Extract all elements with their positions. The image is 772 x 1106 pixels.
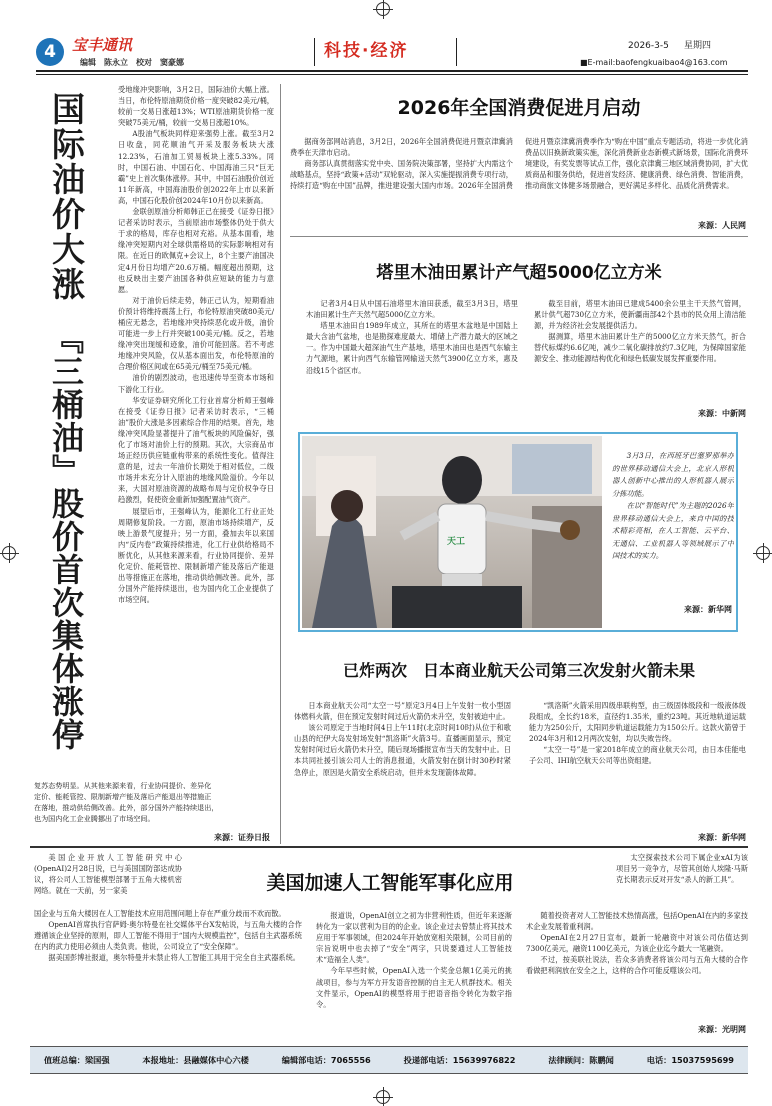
paragraph: 塔里木油田自1989年成立，其所在的塔里木盆地是中国陆上最大含油气盆地，也是勘探难度最大、增储上产潜力最大的区域之一。作为中国最大超深油气生产基地，塔里木油田也是西气东输主力气源地，累计向西气东输管网输送天然气3900亿立方米，惠及沿线15个省区市。 [306, 321, 518, 375]
robot-label: 天工 [447, 537, 466, 547]
paragraph: OpenAI首席执行官萨姆·奥尔特曼在社交媒体平台X发帖说，与五角大楼的合作遵循该企业坚持的原则，即人工智能不得用于“国内大规模监控”，包括自主武器系统在内的武力使用必须由人类负责。他说，公司设立了“安全保障”。 [34, 920, 302, 952]
ai-mid-body [316, 910, 512, 1036]
ai-title: 美国加速人工智能军事化应用 [266, 872, 514, 894]
email: ■E-mail:baofengkuaibao4@163.com [580, 58, 728, 67]
paragraph: 商务部认真贯彻落实党中央、国务院决策部署，坚持扩大内需这个战略基点，坚持“政策+活动”双轮驱动，深入实施提振消费专项行动，持续打造“购在中国”品牌，推进建设强大国内市场。2026年全国消费促进月暨京津冀消费季作为“购在中国”重点专题活动，将进一步优化消费品以旧换新政策实施，深化消费新业态新模式新场景，国际化消费环境建设，有奖发票等试点工作，强化京津冀三地区域消费协同，扩大优质商品和服务供给，促进首发经济、健康消费、绿色消费、智能消费，推动商旅文体健多场景融合，更好满足多样化、品质化消费需求。 [290, 137, 748, 191]
paragraph: 记者3月4日从中国石油塔里木油田获悉，截至3月3日，塔里木油田累计生产天然气超5000亿立方米。 [306, 299, 518, 320]
section-title: 科技·经济 [324, 41, 409, 61]
column-rule [280, 84, 281, 844]
text-line: 定价、能耗管控、限制新增产能及落后产能退出等措施正 [34, 792, 212, 802]
weekday: 星期四 [684, 41, 712, 51]
ai-left-top: 美国企业开放人工智能研究中心(OpenAI)2月28日说，已与美国国防部达成协议，将公司人工智能模型部署于五角大楼机密网络。就在一天前，另一家美 [34, 853, 182, 896]
consumption-body [290, 136, 748, 220]
oil-article-body [118, 84, 274, 778]
paragraph: OpenAI在2月27日宣布，最新一轮融资中对该公司估值达到7300亿美元，融资1100亿美元，为该企业迄今最大一笔融资。 [526, 933, 748, 954]
paragraph: 据美国彭博社报道，奥尔特曼并未禁止将人工智能工具用于完全自主武器系统。 [48, 953, 300, 963]
date: 2026-3-5 [628, 41, 669, 51]
consumption-title: 2026年全国消费促进月启动 [397, 97, 641, 119]
page-number: 4 [36, 38, 64, 66]
header-rule [36, 70, 748, 72]
registration-mark [2, 546, 16, 560]
ai-source: 来源：光明网 [698, 1025, 746, 1034]
photo-source: 来源：新华网 [684, 605, 732, 614]
ai-right-top: 太空探索技术公司下属企业xAI为该项目另一竞争方，尽管其创始人埃隆·马斯克长期表示反对开发“杀人的新工具”。 [616, 853, 748, 885]
paragraph: 国企业与五角大楼因在人工智能技术应用范围问题上存在严重分歧而不欢而散。 [34, 909, 286, 918]
paragraph: 报道说，OpenAI创立之初为非营利性质，但近年来逐渐转化为一家以营利为目的的企业。该企业过去曾禁止将其技术应用于军事领域，但2024年开始放宽相关限制，公司目前的宗旨说明中也去掉了“安全”两字，只说要通过人工智能技术“造福全人类”。 [316, 911, 512, 965]
paragraph: 随着投资者对人工智能技术热情高涨，包括OpenAI在内的多家技术企业发展着重利润。 [526, 911, 748, 932]
oil-headline-2: 『三桶油』股价首次集体涨停 [47, 322, 85, 751]
photo-caption [612, 450, 734, 612]
paragraph: 不过，按美联社说法，若众多消费者将该公司与五角大楼的合作看做把利润放在安全之上，这样的合作可能反噬该公司。 [526, 955, 748, 976]
paragraph: 该公司原定于当地时间4日上午11时(北京时间10时)从位于和歌山县的纪伊大岛发射场发射“凯洛斯”火箭3号。直播画面显示，预定发射时间过后火箭仍未升空，随后现场播报宣布当天的发射中止。日本共同社援引该公司人士的消息报道，火箭发射在倒计时30秒时紧急停止，原因是火箭安全系统启动，但并未发现箭体故障。 [294, 723, 511, 777]
registration-mark [756, 546, 770, 560]
paragraph: A股油气板块同样迎来强势上涨。截至3月2日收盘，同花顺油气开采及服务板块大涨12.23%，石油加工贸易板块上涨5.33%。同时，中国石油、中国石化、中国海油三只“巨无霸”史上首次集体涨停。其中，中国石油股价创近11年新高，中国海油股价创2022年上市以来新高，中国石化股价创2024年10月份以来新高。 [118, 129, 274, 205]
footer-item: 法律顾问：陈鹏闻 [548, 1055, 614, 1065]
text-line: 在落地，推动供给侧改善。此外，部分国外产能持续退出， [34, 803, 219, 813]
paper-name: 宝丰通讯 [72, 36, 133, 54]
caption-paragraph: 3月3日，在西班牙巴塞罗那举办的世界移动通信大会上，北京人形机器人创新中心推出的人形机器人展示分拣功能。 [612, 451, 734, 498]
section-rule [30, 846, 748, 848]
footer-item: 值班总编：梁国强 [44, 1055, 110, 1065]
article-rule [290, 236, 748, 237]
paragraph: “凯洛斯”火箭采用四级串联构型，由三级固体级段和一级液体级段组成，全长约18米，直径约1.35米，重约23吨。其近地轨道运载能力为250公斤，太阳同步轨道运载能力为150公斤。这款火箭曾于2024年3月和12月两次发射，均以失败告终。 [529, 701, 746, 744]
ai-right-body [526, 910, 748, 1020]
oil-source: 来源：证券日报 [214, 833, 270, 842]
text-line: 复苏态势明显。从其他来源来看，行业协同提价、差异化 [34, 781, 212, 790]
robot-illustration [302, 436, 602, 628]
caption-paragraph: 在以“智能时代”为主题的2026年世界移动通信大会上，来自中国的技术精彩亮相，在人工智能、云平台、无通信、工业机器人等领域展示了中国技术的实力。 [612, 501, 734, 560]
paragraph: 华安证券研究所化工行业首席分析师王强峰在接受《证券日报》记者采访时表示，“三桶油”股价大涨是多因素综合作用的结果。首先，地缘冲突风险显著提升了油气板块的风险偏好，强化了市场对油价上行的预期。其次，大宗商品市场正经历供应链重构带来的系统性变化。值得注意的是，过去一年油价长期处于相对低位，二级市场并未充分计入原油的地缘风险溢价。今年以来，大国对原油资源的战略布局与定价权争夺日趋激烈，促使资金重新加强配置油气资产。 [118, 395, 274, 505]
paragraph: 对于油价后续走势，韩正己认为，短期看油价预计将维持震荡上行，布伦特原油突破80美元/桶应无悬念，若地缘冲突持续恶化或升级，油价可能进一步上行并突破100美元/桶。反之，若地缘冲突出现缓和迹象，油价可能回落。若不考虑地缘冲突风险，仅从基本面出发，布伦特原油的合理价格区间或在65美元/桶至75美元/桶。 [118, 295, 274, 372]
footer-item: 本报地址：县融媒体中心六楼 [142, 1055, 249, 1065]
registration-mark [376, 2, 390, 16]
oil-article-wrap [34, 780, 274, 826]
registration-mark [376, 1090, 390, 1104]
section-divider [456, 38, 457, 66]
gas-source: 来源：中新网 [698, 409, 746, 418]
paragraph: 据商务部网站消息，3月2日，2026年全国消费促进月暨京津冀消费季在天津市启动。 [290, 137, 513, 158]
header-rule-thin [36, 74, 748, 75]
rocket-body [294, 700, 746, 822]
paragraph: 金联创原油分析师韩正己在接受《证券日报》记者采访时表示，当前原油市场整体仍处于供大于求的格局，库存也相对充裕。从基本面看，地缘冲突短期内对全球供需格局的实际影响相对有限。在近日的欧佩克+会议上，8个主要产油国决定4月份日均增产20.6万桶。幅度超出预期，这也反映出主要产油国各种供应短缺的能力与意愿。 [118, 207, 274, 294]
gas-title: 塔里木油田累计产气超5000亿立方米 [376, 263, 662, 283]
paragraph: 日本商业航天公司“太空一号”原定3月4日上午发射一枚小型固体燃料火箭，但在预定发射时间过后火箭仍未升空，发射被迫中止。 [294, 701, 511, 722]
footer-item: 投递部电话：15639976822 [403, 1055, 516, 1065]
paragraph: 油价的剧烈波动，也迅速传导至资本市场和下游化工行业。 [118, 373, 274, 394]
paragraph: 截至目前，塔里木油田已建成5400余公里主干天然气管网，累计供气超730亿立方米，使新疆南部42个县市的民众用上清洁能源，并为经济社会发展提供活力。 [534, 299, 746, 331]
paragraph: “太空一号”是一家2018年成立的商业航天公司，由日本佳能电子公司、IHI航空航天公司等出资组建。 [529, 745, 746, 766]
footer-item: 电话：15037595699 [646, 1055, 734, 1065]
text-line: 也为国内化工企业腾挪出了市场空间。 [34, 814, 155, 824]
staff-line: 编辑 陈永立 校对 窦豪娜 [80, 58, 184, 67]
rocket-title: 已炸两次 日本商业航天公司第三次发射火箭未果 [342, 661, 695, 680]
footer-bar [30, 1046, 748, 1074]
paragraph: 今年早些时候，OpenAI入选一个奖金总额1亿美元的挑战项目，参与为军方开发语音控制的自主无人机群技术。相关文件显示，OpenAI的模型将用于把语音指令转化为数字指令。 [316, 966, 512, 1009]
ai-left-body [34, 908, 302, 1034]
oil-headline-1: 国际油价大涨 [47, 92, 86, 302]
paragraph: 受地缘冲突影响，3月2日，国际油价大幅上涨。当日，布伦特原油期货价格一度突破82美元/桶，较前一交易日涨超13%；WTI原油期货价格一度突破75美元/桶，较前一交易日涨超10%。 [118, 85, 274, 128]
gas-body [306, 298, 746, 402]
footer-item: 编辑部电话：7065556 [281, 1055, 371, 1065]
robot-photo [302, 436, 602, 628]
consumption-source: 来源：人民网 [698, 221, 746, 230]
paragraph: 展望后市，王强峰认为，能源化工行业正处周期修复阶段。一方面，原油市场持续增产，反映上游景气度提升；另一方面，叠加去年以来国内“反内卷”政策持续推进，化工行业供给格局不断优化，从其他来源来看，行业协同提价、差异化定价、能耗管控、限制新增产能及落后产能退出等措施正在落地，推动供给侧改善。此外，部分国外产能持续退出，也为国内化工企业提供了市场空间。 [118, 506, 274, 605]
paragraph: 据测算，塔里木油田累计生产的5000亿立方米天然气，折合替代标煤约6.6亿吨，减少二氧化碳排放约7.3亿吨，为保障国家能源安全、推动能源结构优化和绿色低碳发展发挥重要作用。 [534, 332, 746, 364]
rocket-source: 来源：新华网 [698, 833, 746, 842]
section-divider [314, 38, 315, 66]
